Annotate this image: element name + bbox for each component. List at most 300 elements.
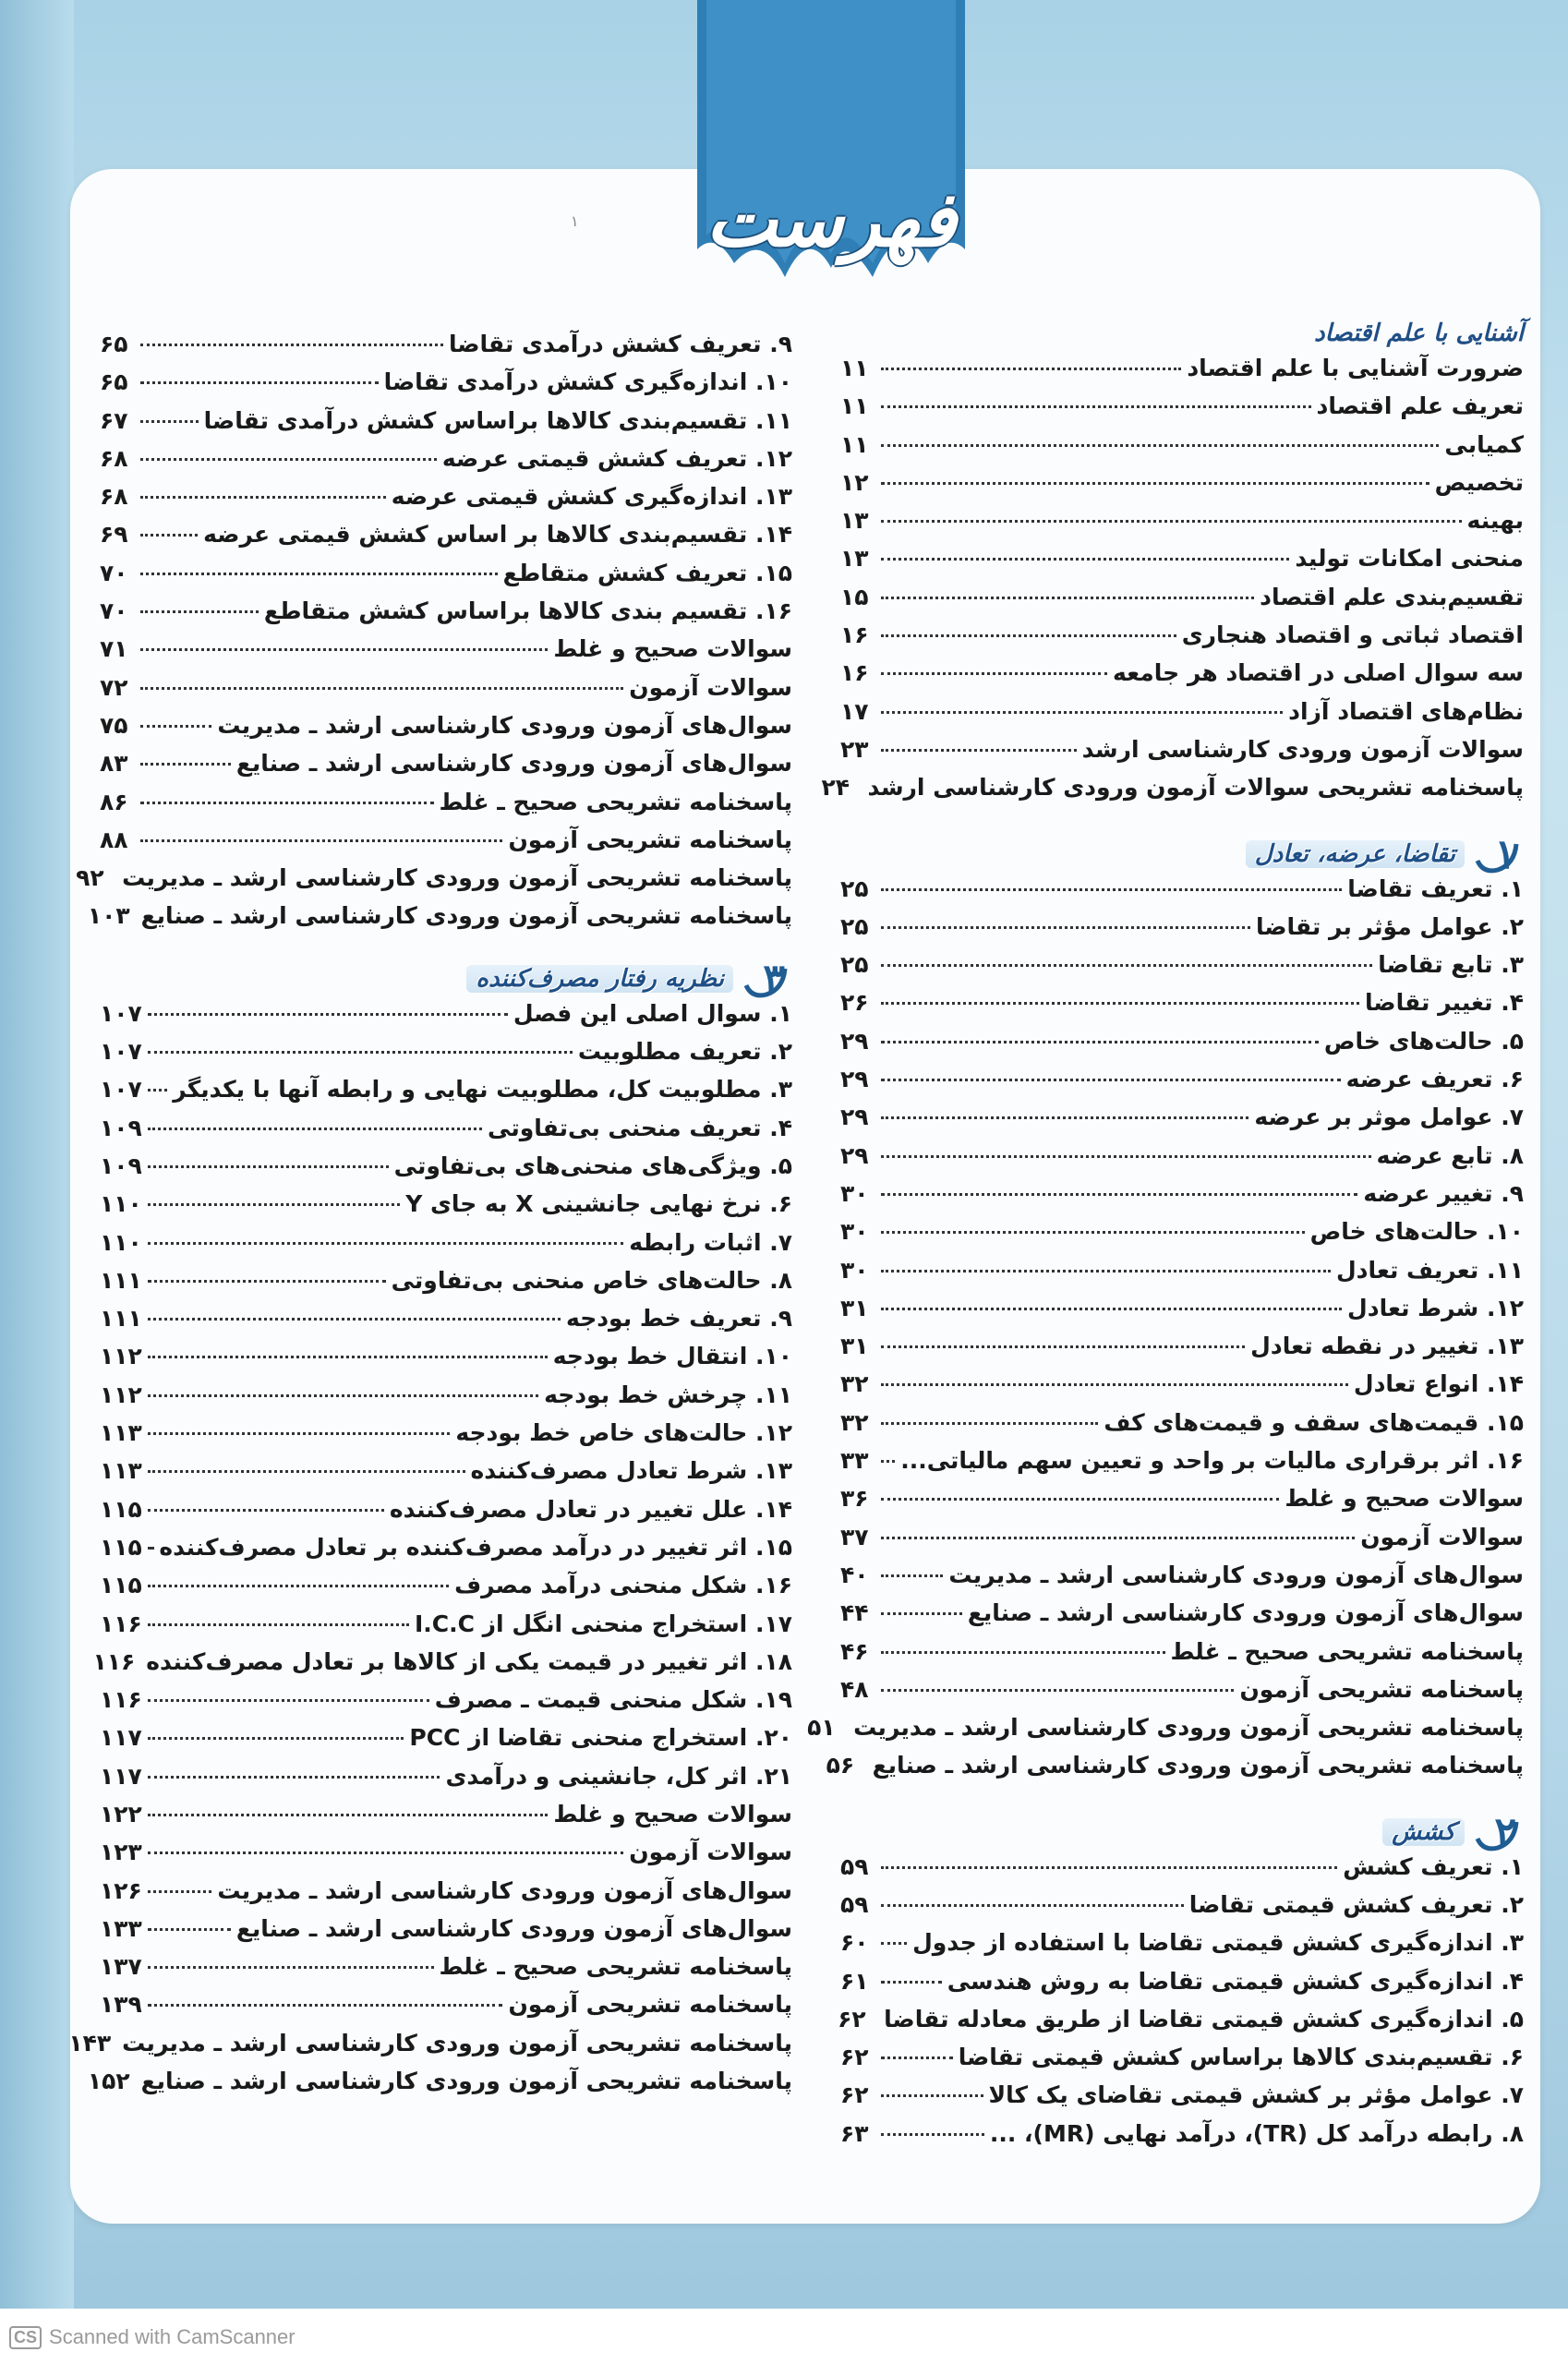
dot-leader <box>881 1270 1331 1272</box>
dot-leader <box>881 1460 895 1463</box>
toc-entry-page: ۶۵ <box>100 331 128 357</box>
toc-entry <box>840 989 1524 1027</box>
chapter-1-title: تقاضا، عرضه، تعادل <box>1246 840 1465 868</box>
chapter-3-title: نظریه رفتار مصرف‌کننده <box>466 965 733 993</box>
toc-entry-page: ۷۲ <box>100 673 128 701</box>
toc-entry-title: نظام‌های اقتصاد آزاد <box>1288 697 1524 725</box>
toc-entry-page: ۱۱۵ <box>100 1572 142 1599</box>
toc-entry <box>807 1714 1524 1752</box>
toc-entry <box>100 789 792 826</box>
toc-entry-title: ۱۲. حالت‌های خاص خط بودجه <box>455 1419 792 1447</box>
toc-entry <box>840 1295 1524 1333</box>
dot-leader <box>881 926 1250 929</box>
toc-entry <box>100 674 792 712</box>
toc-entry-title: ۱۵. اثر تغییر در درآمد مصرف‌کننده بر تعادل مصرف‌کننده <box>159 1533 792 1561</box>
toc-entry <box>100 1763 792 1801</box>
toc-entry-page: ۲۴ <box>821 774 850 802</box>
toc-entry-title: سوالات آزمون <box>629 1839 792 1866</box>
toc-entry <box>840 469 1524 507</box>
toc-entry-title: سوال‌های آزمون ورودی کارشناسی ارشد ـ مدیریت <box>217 1876 792 1904</box>
dot-leader <box>881 558 1289 561</box>
dot-leader <box>140 839 502 842</box>
toc-entry-title: ۱۳. شرط تعادل مصرف‌کننده <box>470 1457 792 1485</box>
toc-entry-title: ۱۵. تعریف کشش متقاطع <box>502 559 792 586</box>
toc-entry-title: ۱۱. چرخش خط بودجه <box>544 1381 792 1408</box>
toc-entry-title: سوال‌های آزمون ورودی کارشناسی ارشد ـ صنایع <box>235 1914 792 1942</box>
toc-entry-title: پاسخنامه تشریحی صحیح ـ غلط <box>439 788 792 815</box>
toc-entry-title: ۱۰. حالت‌های خاص <box>1309 1218 1524 1246</box>
chapter-2-heading <box>840 1808 1524 1856</box>
toc-entry-title: ۱. سوال اصلی این فصل <box>513 999 792 1027</box>
scanner-text: Scanned with CamScanner <box>49 2325 296 2348</box>
dot-leader <box>148 1051 573 1054</box>
dot-leader <box>140 725 211 728</box>
dot-leader <box>881 749 1077 752</box>
scanner-watermark <box>9 2325 296 2349</box>
toc-entry-page: ۲۹ <box>840 1027 869 1055</box>
toc-entry-page: ۱۶ <box>840 659 869 687</box>
toc-entry-title: سوال‌های آزمون ورودی کارشناسی ارشد ـ صنایع <box>967 1599 1524 1627</box>
toc-entry-title: پاسخنامه تشریحی سوالات آزمون ورودی کارشناسی ارشد <box>867 774 1524 802</box>
toc-entry-title: پاسخنامه تشریحی آزمون ورودی کارشناسی ارشد ـ مدیریت <box>122 2029 792 2056</box>
chapter-1-number: ۱ <box>1494 830 1516 878</box>
toc-entry <box>100 1115 792 1152</box>
toc-entry <box>100 1267 792 1305</box>
toc-entry <box>840 1447 1524 1485</box>
toc-entry-title: ۳. اندازه‌گیری کشش قیمتی تقاضا با استفاده از جدول <box>912 1929 1524 1957</box>
toc-entry <box>840 1562 1524 1599</box>
toc-entry-page: ۱۰۹ <box>100 1152 142 1179</box>
dot-leader <box>881 1422 1098 1425</box>
toc-entry <box>100 1305 792 1343</box>
chapter-2-title: کشش <box>1382 1818 1465 1846</box>
chapter-3-list <box>68 999 792 2106</box>
toc-entry <box>100 560 792 597</box>
toc-entry-title: ۲. تعریف مطلوبیت <box>577 1038 792 1066</box>
toc-entry-page: ۲۳ <box>840 735 869 763</box>
toc-entry-title: ۴. تعریف منحنی بی‌تفاوتی <box>488 1114 792 1141</box>
toc-entry-page: ۲۶ <box>840 989 869 1017</box>
toc-entry-title: ۱۷. استخراج منحنی انگل از I.C.C <box>414 1610 792 1637</box>
dot-leader <box>881 1231 1305 1234</box>
toc-entry-title: ۶. نرخ نهایی جانشینی X به جای Y <box>405 1190 792 1218</box>
toc-entry-title: ۱۰. انتقال خط بودجه <box>552 1343 792 1370</box>
toc-entry-page: ۱۱۳ <box>100 1419 142 1447</box>
toc-entry-title: ۲۱. اثر کل، جانشینی و درآمدی <box>445 1762 792 1790</box>
dot-leader <box>881 1981 942 1984</box>
dot-leader <box>148 1509 384 1512</box>
dot-leader <box>140 534 198 537</box>
dot-leader <box>140 496 386 499</box>
toc-entry <box>840 507 1524 545</box>
dot-leader <box>140 802 434 804</box>
toc-entry-title: ۶. تعریف عرضه <box>1345 1066 1524 1093</box>
toc-entry <box>840 2006 1524 2044</box>
toc-entry-title: پاسخنامه تشریحی آزمون <box>1239 1675 1524 1703</box>
toc-entry-page: ۲۹ <box>840 1104 869 1131</box>
toc-entry <box>840 659 1524 697</box>
toc-entry-page: ۶۷ <box>100 406 128 434</box>
toc-entry-page: ۱۲۳ <box>100 1839 142 1866</box>
toc-entry-page: ۲۵ <box>840 912 869 940</box>
dot-leader <box>881 368 1181 370</box>
toc-entry-title: سوال‌های آزمون ورودی کارشناسی ارشد ـ مدیریت <box>217 711 792 739</box>
toc-entry <box>100 331 792 368</box>
toc-entry <box>100 1496 792 1534</box>
toc-entry-page: ۳۰ <box>840 1256 869 1284</box>
toc-entry-page: ۱۰۳ <box>87 902 130 930</box>
dot-leader <box>881 1079 1341 1081</box>
toc-entry <box>100 1801 792 1839</box>
toc-entry <box>100 1190 792 1228</box>
toc-entry-page: ۲۹ <box>840 1066 869 1093</box>
toc-entry-title: تخصیص <box>1434 468 1524 496</box>
toc-entry-page: ۱۱ <box>840 355 869 381</box>
toc-entry-page: ۲۹ <box>840 1141 869 1169</box>
toc-entry-title: ۵. ویژگی‌های منحنی‌های بی‌تفاوتی <box>393 1152 792 1179</box>
dot-leader <box>140 648 548 651</box>
chapter-2-number: ۲ <box>1494 1808 1516 1856</box>
toc-entry-title: پاسخنامه تشریحی آزمون ورودی کارشناسی ارشد ـ صنایع <box>872 1752 1524 1779</box>
toc-entry <box>840 355 1524 392</box>
toc-entry <box>87 902 792 940</box>
toc-entry-page: ۸۳ <box>100 750 128 778</box>
toc-entry <box>100 1724 792 1762</box>
dot-leader <box>140 381 379 384</box>
toc-entry-title: ۲۰. استخراج منحنی تقاضا از PCC <box>409 1724 792 1752</box>
toc-entry-title: ۸. رابطه درآمد کل (TR)، درآمد نهایی (MR)، ... <box>989 2119 1524 2147</box>
dot-leader <box>881 1942 907 1945</box>
dot-leader <box>148 1737 404 1740</box>
toc-entry <box>840 1638 1524 1676</box>
toc-entry-title: ۹. تعریف خط بودجه <box>566 1305 792 1333</box>
toc-entry-title: ۱۴. انواع تعادل <box>1353 1370 1524 1398</box>
dot-leader <box>881 2094 983 2097</box>
toc-entry <box>100 1419 792 1457</box>
toc-column-left <box>68 331 792 2105</box>
toc-entry-page: ۱۰۹ <box>100 1114 142 1141</box>
toc-entry-page: ۱۰۷ <box>100 1076 142 1104</box>
toc-entry-title: پاسخنامه تشریحی آزمون ورودی کارشناسی ارشد ـ صنایع <box>140 902 792 930</box>
toc-entry-title: سوالات صحیح و غلط <box>1285 1485 1524 1513</box>
toc-entry-title: سه سوال اصلی در اقتصاد هر جامعه <box>1113 659 1524 687</box>
toc-entry <box>840 2044 1524 2081</box>
toc-entry <box>840 1104 1524 1141</box>
dot-leader <box>881 1612 962 1615</box>
toc-entry-page: ۱۲۲ <box>100 1800 142 1827</box>
toc-entry-page: ۳۲ <box>840 1370 869 1398</box>
toc-entry-title: ۱۰. اندازه‌گیری کشش درآمدی تقاضا <box>383 368 792 396</box>
toc-entry-page: ۳۰ <box>840 1218 869 1246</box>
toc-entry-title: ۶. تقسیم‌بندی کالاها براساس کشش قیمتی تقاضا <box>958 2044 1524 2071</box>
dot-leader <box>148 1203 400 1206</box>
toc-entry-page: ۷۰ <box>100 559 128 586</box>
toc-entry-title: ۲. عوامل مؤثر بر تقاضا <box>1255 912 1524 940</box>
toc-entry-title: ۱۴. تقسیم‌بندی کالاها بر اساس کشش قیمتی عرضه <box>203 521 792 549</box>
dot-leader <box>148 1356 548 1358</box>
toc-entry <box>100 1915 792 1953</box>
dot-leader <box>148 1699 429 1702</box>
dot-leader <box>881 1383 1348 1386</box>
dot-leader <box>148 1089 167 1092</box>
toc-entry-page: ۷۱ <box>100 635 128 663</box>
toc-entry <box>840 621 1524 659</box>
dot-leader <box>881 634 1176 637</box>
toc-entry <box>100 1229 792 1267</box>
toc-entry <box>100 1534 792 1572</box>
toc-entry-page: ۵۶ <box>826 1752 855 1779</box>
toc-entry-page: ۶۱ <box>840 1967 869 1995</box>
toc-entry-page: ۱۲ <box>840 468 869 496</box>
dot-leader <box>148 1623 409 1626</box>
dot-leader <box>881 405 1311 408</box>
toc-entry-page: ۵۱ <box>807 1714 836 1742</box>
toc-entry-page: ۱۱۰ <box>100 1228 142 1256</box>
toc-entry <box>840 392 1524 430</box>
toc-entry-page: ۴۸ <box>840 1675 869 1703</box>
chapter-3-heading <box>100 955 792 1003</box>
toc-entry <box>840 951 1524 989</box>
toc-entry-title: منحنی امکانات تولید <box>1295 545 1524 573</box>
toc-entry <box>840 1409 1524 1447</box>
toc-entry-page: ۱۱۶ <box>100 1686 142 1714</box>
toc-entry <box>840 1485 1524 1523</box>
toc-entry-page: ۶۹ <box>100 521 128 549</box>
toc-entry-page: ۱۴۳ <box>68 2029 112 2056</box>
toc-entry <box>840 2120 1524 2158</box>
chapter-3-number: ۳ <box>763 955 785 1003</box>
chapter-1-heading <box>840 830 1524 878</box>
toc-entry-title: سوالات صحیح و غلط <box>553 1800 792 1827</box>
toc-entry <box>100 1991 792 2029</box>
toc-entry <box>92 1647 792 1686</box>
toc-entry-page: ۱۰۷ <box>100 1038 142 1066</box>
toc-entry-title: پاسخنامه تشریحی آزمون <box>508 826 792 853</box>
toc-entry-page: ۱۱۳ <box>100 1457 142 1485</box>
dot-leader <box>148 1776 440 1779</box>
camscanner-logo-icon: CS <box>9 2326 42 2349</box>
toc-entry <box>100 1953 792 1991</box>
dot-leader <box>881 1002 1359 1005</box>
dot-leader <box>881 711 1283 714</box>
toc-entry <box>840 875 1524 913</box>
toc-entry-page: ۶۲ <box>838 2005 866 2032</box>
toc-entry <box>100 1572 792 1610</box>
toc-entry-title: ۱۲. تعریف کشش قیمتی عرضه <box>441 444 792 472</box>
toc-entry <box>840 431 1524 469</box>
toc-entry-title: پاسخنامه تشریحی صحیح ـ غلط <box>1170 1637 1524 1665</box>
toc-entry-title: سوال‌های آزمون ورودی کارشناسی ارشد ـ مدیریت <box>948 1561 1524 1588</box>
section-intro-list <box>821 355 1524 813</box>
chapter-2-continued-list <box>76 331 792 941</box>
dot-leader <box>881 1537 1355 1539</box>
toc-entry-title: سوالات آزمون ورودی کارشناسی ارشد <box>1081 735 1524 763</box>
dot-leader <box>881 597 1254 599</box>
toc-entry-title: ۳. تابع تقاضا <box>1378 951 1524 979</box>
toc-entry-page: ۱۱۵ <box>100 1495 142 1523</box>
toc-entry <box>840 1524 1524 1562</box>
toc-entry-page: ۳۰ <box>840 1179 869 1207</box>
page-title: فهرست <box>706 175 957 264</box>
chapter-badge-icon <box>742 955 792 1003</box>
toc-entry-page: ۱۱۲ <box>100 1381 142 1408</box>
toc-entry <box>840 2081 1524 2119</box>
toc-entry-page: ۲۵ <box>840 874 869 902</box>
toc-entry-page: ۱۱۷ <box>100 1724 142 1752</box>
toc-entry-page: ۳۱ <box>840 1294 869 1321</box>
page-mark: ۱ <box>571 212 579 230</box>
chapter-2-list <box>840 1853 1524 2158</box>
toc-entry <box>100 712 792 750</box>
dot-leader <box>881 1155 1371 1158</box>
dot-leader <box>148 1242 624 1245</box>
photo-background <box>0 0 74 2364</box>
toc-entry-title: ۷. عوامل مؤثر بر کشش قیمتی تقاضای یک کالا <box>988 2081 1524 2109</box>
toc-entry-page: ۱۳۳ <box>100 1914 142 1942</box>
dot-leader <box>881 444 1439 447</box>
toc-entry-title: سوالات صحیح و غلط <box>553 635 792 663</box>
dot-leader <box>881 520 1462 523</box>
toc-entry <box>100 1839 792 1876</box>
toc-entry-page: ۱۱۶ <box>100 1610 142 1637</box>
dot-leader <box>881 1308 1342 1310</box>
dot-leader <box>881 1041 1319 1043</box>
toc-entry <box>100 521 792 559</box>
toc-entry-page: ۴۰ <box>840 1561 869 1588</box>
toc-entry <box>840 1929 1524 1967</box>
toc-entry-page: ۶۲ <box>840 2044 869 2071</box>
toc-entry <box>68 2029 792 2068</box>
toc-entry-title: سوالات آزمون <box>629 673 792 701</box>
toc-entry-page: ۶۸ <box>100 483 128 511</box>
dot-leader <box>148 1814 549 1816</box>
toc-entry-page: ۱۱۷ <box>100 1762 142 1790</box>
toc-entry-page: ۱۱۶ <box>92 1647 136 1675</box>
toc-entry-title: ۳. مطلوبیت کل، مطلوبیت نهایی و رابطه آنها با یکدیگر <box>173 1076 792 1104</box>
toc-entry-title: ۱۳. تغییر در نقطه تعادل <box>1250 1333 1524 1360</box>
dot-leader <box>148 1547 154 1550</box>
toc-entry-title: ۸. حالت‌های خاص منحنی بی‌تفاوتی <box>391 1266 792 1294</box>
toc-entry-page: ۷۵ <box>100 711 128 739</box>
dot-leader <box>148 1470 465 1473</box>
toc-entry <box>840 1218 1524 1256</box>
toc-entry-page: ۱۳ <box>840 507 869 535</box>
toc-entry-page: ۶۲ <box>840 2081 869 2109</box>
dot-leader <box>140 458 437 461</box>
toc-entry <box>100 750 792 788</box>
toc-entry-title: ۱۹. شکل منحنی قیمت ـ مصرف <box>434 1686 792 1714</box>
toc-entry <box>840 1676 1524 1714</box>
toc-entry-page: ۱۵ <box>840 583 869 610</box>
toc-entry <box>100 1686 792 1724</box>
dot-leader <box>881 2056 953 2059</box>
toc-entry-page: ۱۳۹ <box>100 1991 142 2019</box>
toc-entry-title: سوال‌های آزمون ورودی کارشناسی ارشد ـ صنایع <box>235 750 792 778</box>
toc-entry-title: ۱۸. اثر تغییر در قیمت یکی از کالاها بر تعادل مصرف‌کننده <box>146 1647 792 1675</box>
toc-entry-title: تعریف علم اقتصاد <box>1316 392 1524 420</box>
toc-entry <box>840 545 1524 583</box>
toc-entry-title: ضرورت آشنایی با علم اقتصاد <box>1187 355 1524 381</box>
dot-leader <box>140 687 623 690</box>
toc-entry-title: ۱۵. قیمت‌های سقف و قیمت‌های کف <box>1104 1408 1524 1436</box>
toc-entry <box>100 1877 792 1915</box>
toc-entry <box>100 826 792 864</box>
toc-entry <box>840 1180 1524 1218</box>
toc-entry <box>100 1076 792 1114</box>
toc-entry <box>840 1028 1524 1066</box>
dot-leader <box>881 672 1107 675</box>
toc-entry-page: ۸۶ <box>100 788 128 815</box>
dot-leader <box>148 1890 212 1893</box>
dot-leader <box>148 2004 503 2007</box>
toc-entry-page: ۱۱۰ <box>100 1190 142 1218</box>
toc-entry-title: ۵. حالت‌های خاص <box>1323 1027 1524 1055</box>
toc-entry-title: ۴. اندازه‌گیری کشش قیمتی تقاضا به روش هندسی <box>947 1967 1524 1995</box>
toc-entry <box>840 1853 1524 1891</box>
toc-entry <box>76 864 792 902</box>
toc-entry <box>100 1343 792 1381</box>
toc-entry-title: ۲. تعریف کشش قیمتی تقاضا <box>1188 1890 1524 1918</box>
chapter-badge-icon <box>1474 830 1524 878</box>
section-intro-title: آشنایی با علم اقتصاد <box>1314 320 1524 347</box>
toc-entry-title: کمیابی <box>1444 430 1524 458</box>
toc-entry-page: ۱۲۶ <box>100 1876 142 1904</box>
toc-entry-page: ۳۶ <box>840 1485 869 1513</box>
dot-leader <box>148 1280 386 1283</box>
dot-leader <box>148 1394 538 1397</box>
toc-entry-title: ۱. تعریف کشش <box>1343 1852 1524 1880</box>
toc-entry <box>100 1381 792 1419</box>
toc-entry-title: ۱۳. اندازه‌گیری کشش قیمتی عرضه <box>391 483 792 511</box>
dot-leader <box>140 763 231 766</box>
dot-leader <box>881 1904 1184 1907</box>
toc-entry-page: ۹۲ <box>76 864 104 892</box>
toc-entry-title: بهینه <box>1466 507 1524 535</box>
toc-entry <box>840 1142 1524 1180</box>
toc-entry-page: ۳۲ <box>840 1408 869 1436</box>
toc-entry-title: ۷. عوامل موثر بر عرضه <box>1254 1104 1524 1131</box>
dot-leader <box>148 1165 389 1168</box>
toc-entry-title: ۱۶. اثر برقراری مالیات بر واحد و تعیین سهم مالیاتی... <box>900 1447 1524 1475</box>
dot-leader <box>148 1432 451 1435</box>
toc-entry-page: ۶۳ <box>840 2119 869 2147</box>
dot-leader <box>881 1498 1279 1501</box>
toc-entry <box>840 584 1524 621</box>
toc-entry <box>100 1038 792 1076</box>
toc-entry-title: پاسخنامه تشریحی آزمون <box>508 1991 792 2019</box>
toc-entry-title: پاسخنامه تشریحی آزمون ورودی کارشناسی ارشد ـ صنایع <box>140 2068 792 2095</box>
section-intro-heading <box>840 312 1524 355</box>
toc-entry-title: ۵. اندازه‌گیری کشش قیمتی تقاضا از طریق معادله تقاضا <box>884 2005 1524 2032</box>
toc-entry-title: ۱۲. شرط تعادل <box>1347 1294 1524 1321</box>
toc-entry-page: ۱۱۵ <box>100 1533 142 1561</box>
toc-entry <box>100 445 792 483</box>
dot-leader <box>140 573 498 575</box>
toc-entry-page: ۳۷ <box>840 1523 869 1550</box>
toc-entry-page: ۱۵۲ <box>87 2068 130 2095</box>
toc-entry-title: سوالات آزمون <box>1360 1523 1524 1550</box>
toc-entry <box>100 1610 792 1648</box>
toc-entry-title: ۱۱. تقسیم‌بندی کالاها براساس کشش درآمدی تقاضا <box>203 406 792 434</box>
dot-leader <box>148 1585 449 1587</box>
toc-entry-page: ۱۱ <box>840 430 869 458</box>
toc-entry-title: ۸. تابع عرضه <box>1376 1141 1524 1169</box>
dot-leader <box>140 420 199 423</box>
toc-entry-title: ۹. تعریف کشش درآمدی تقاضا <box>448 331 792 357</box>
toc-entry <box>100 1000 792 1038</box>
toc-entry <box>87 2068 792 2105</box>
toc-entry <box>840 1066 1524 1104</box>
